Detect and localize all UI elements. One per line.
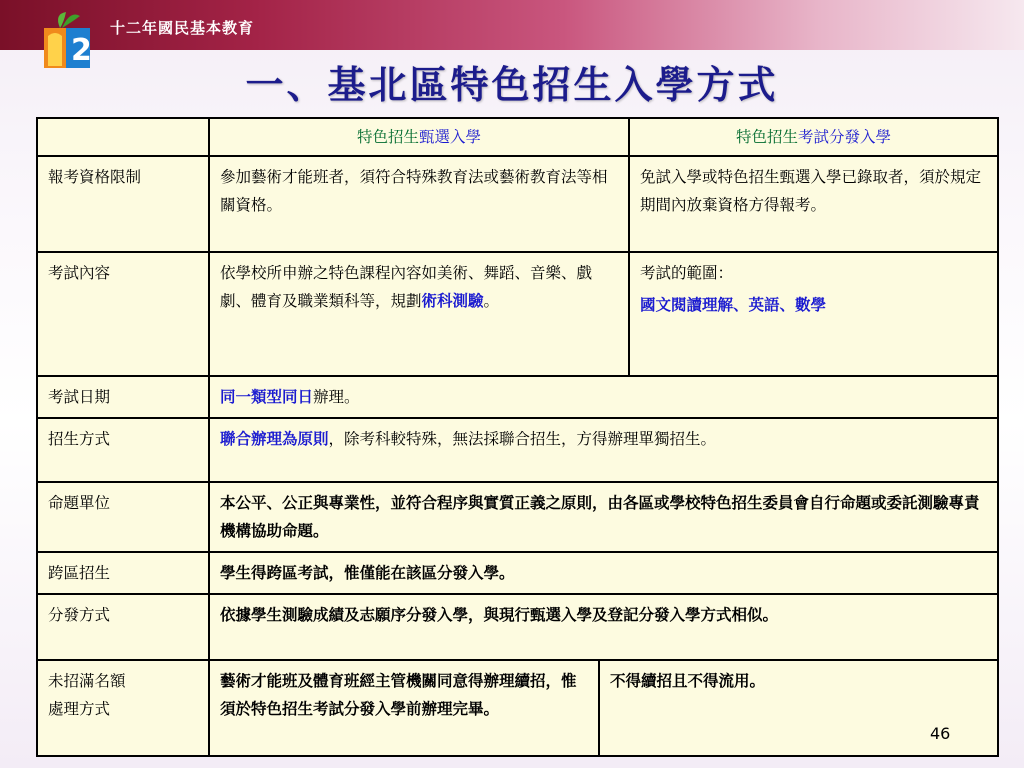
unit-cell: 本公平、公正與專業性，並符合程序與實質正義之原則，由各區或學校特色招生委員會自行命題或委託測驗專責機構協助命題。 [209,482,998,552]
table-row [37,594,998,660]
row-label-content: 考試內容 [37,252,209,376]
method-cell: 聯合辦理為原則，除考科較特殊，無法採聯合招生，方得辦理單獨招生。 [209,418,998,482]
header-empty-cell [37,118,209,156]
page-title: 一、基北區特色招生入學方式 [245,62,779,107]
highlight-text: 同一類型同日 [220,387,314,406]
content-selection-cell: 依學校所申辦之特色課程內容如美術、舞蹈、音樂、戲劇、體育及職業類科等，規劃術科測驗。 [209,252,629,376]
table-row [37,156,998,252]
table-row [37,252,998,376]
vacancy-exam-cell: 不得續招且不得流用。 [599,660,998,756]
brand-name: 十二年國民基本教育 [110,19,255,37]
cross-cell: 學生得跨區考試，惟僅能在該區分發入學。 [209,552,998,594]
comparison-table-wrapper [36,117,997,757]
row-label-cross: 跨區招生 [37,552,209,594]
vacancy-selection-cell: 藝術才能班及體育班經主管機關同意得辦理續招，惟須於特色招生考試分發入學前辦理完畢。 [209,660,599,756]
table-row [37,552,998,594]
eligibility-selection-cell: 參加藝術才能班者，須符合特殊教育法或藝術教育法等相關資格。 [209,156,629,252]
table-header-row [37,118,998,156]
highlight-text: 聯合辦理為原則 [220,429,329,448]
highlight-text: 術科測驗 [421,291,484,310]
header-col-selection: 特色招生甄選入學 [209,118,629,156]
highlight-text: 國文閱讀理解、英語、數學 [640,295,827,314]
eligibility-exam-cell: 免試入學或特色招生甄選入學已錄取者，須於規定期間內放棄資格方得報考。 [629,156,998,252]
table-row [37,482,998,552]
row-label-eligibility: 報考資格限制 [37,156,209,252]
table-row [37,660,998,756]
date-cell: 同一類型同日辦理。 [209,376,998,418]
row-label-distribution: 分發方式 [37,594,209,660]
row-label-method: 招生方式 [37,418,209,482]
table-row [37,418,998,482]
header-col-exam: 特色招生考試分發入學 [629,118,998,156]
table-row [37,376,998,418]
row-label-vacancy: 未招滿名額 處理方式 [37,660,209,756]
row-label-unit: 命題單位 [37,482,209,552]
comparison-table [36,117,999,757]
svg-text:2: 2 [71,33,92,68]
distribution-cell: 依據學生測驗成績及志願序分發入學，與現行甄選入學及登記分發入學方式相似。 [209,594,998,660]
page-number: 46 [930,724,951,743]
content-exam-cell: 考試的範圍： 國文閱讀理解、英語、數學 [629,252,998,376]
row-label-date: 考試日期 [37,376,209,418]
